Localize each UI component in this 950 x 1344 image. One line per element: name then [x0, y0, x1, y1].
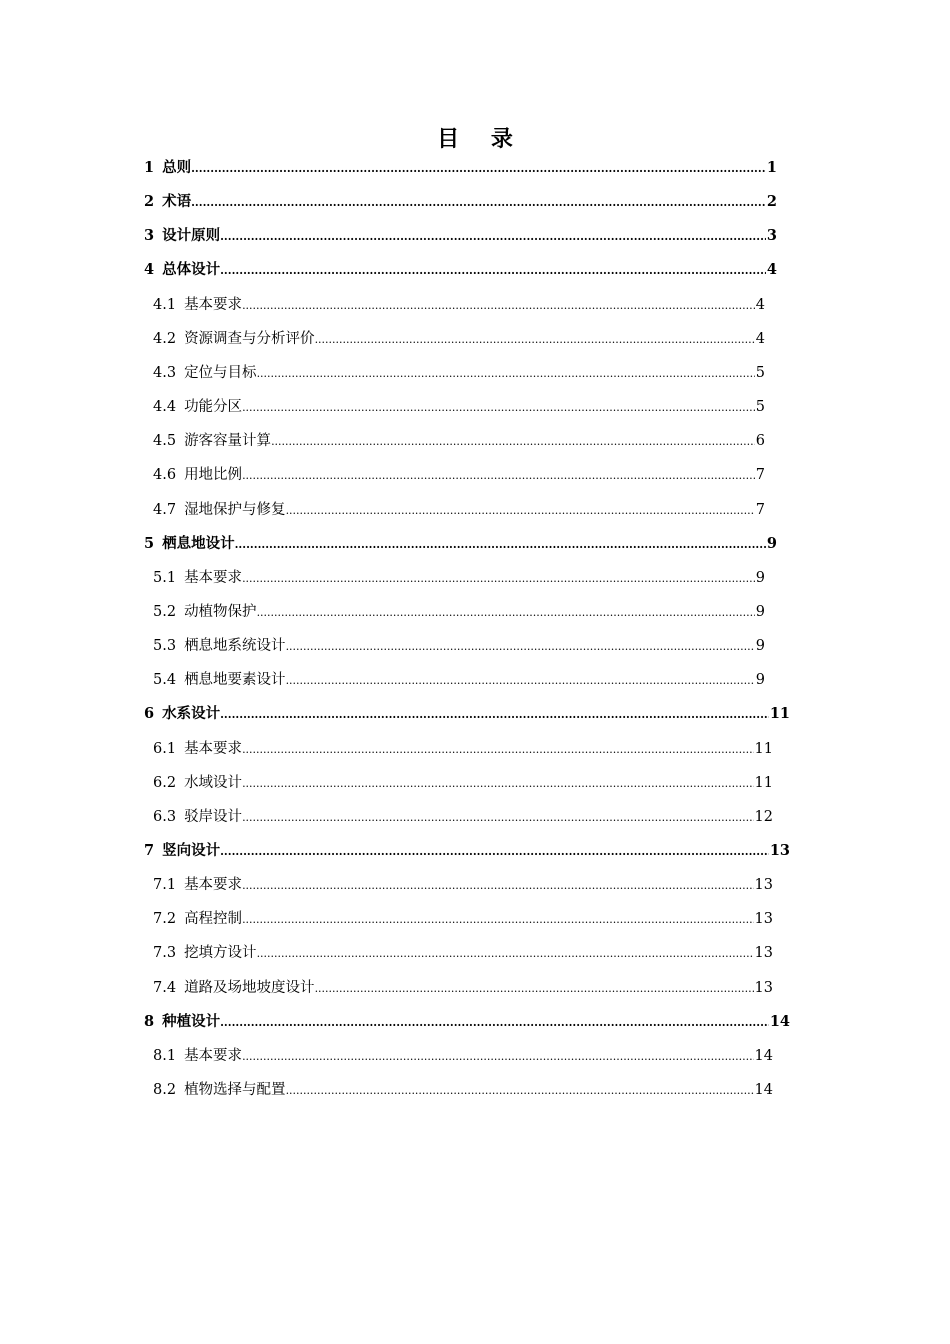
toc-entry[interactable] — [153, 874, 773, 896]
toc-dot-leader — [242, 773, 753, 795]
toc-entry[interactable] — [153, 464, 765, 486]
toc-entry-label: 道路及场地坡度设计 — [184, 979, 315, 996]
toc-entry[interactable] — [153, 977, 773, 999]
toc-entry-label: 基本要求 — [184, 1047, 243, 1064]
toc-dot-leader — [242, 568, 755, 590]
toc-entry[interactable] — [144, 191, 777, 213]
toc-entry-page: 13 — [769, 842, 790, 859]
toc-entry-number: 4.7 — [153, 501, 177, 518]
toc-entry-label: 设计原则 — [162, 227, 221, 245]
toc-entry-number: 4.4 — [153, 399, 177, 416]
toc-entry[interactable] — [153, 806, 773, 828]
toc-entry-label: 动植物保护 — [184, 603, 257, 620]
toc-entry[interactable] — [153, 328, 765, 350]
toc-dot-leader — [286, 670, 755, 692]
toc-entry-number: 8.1 — [153, 1047, 177, 1064]
toc-entry-label: 植物选择与配置 — [184, 1082, 286, 1099]
toc-entry-label: 总体设计 — [162, 261, 221, 279]
toc-entry-page: 7 — [755, 501, 765, 518]
toc-entry-label: 总则 — [162, 159, 192, 176]
toc-dot-leader — [286, 500, 755, 522]
toc-dot-leader — [242, 465, 755, 487]
toc-entry-number: 7 — [144, 842, 155, 859]
toc-entry-label: 水系设计 — [162, 705, 221, 723]
toc-entry-number: 7.1 — [153, 877, 177, 894]
toc-entry-number: 7.2 — [153, 911, 177, 928]
toc-dot-leader — [257, 363, 755, 385]
toc-entry-label: 术语 — [162, 193, 192, 211]
toc-dot-leader — [286, 1080, 754, 1102]
toc-entry-label: 驳岸设计 — [184, 808, 243, 825]
toc-entry-page: 1 — [766, 159, 777, 176]
toc-entry-page: 3 — [766, 227, 777, 245]
toc-dot-leader — [242, 909, 753, 931]
toc-entry-label: 湿地保护与修复 — [184, 501, 286, 518]
toc-entry-page: 9 — [766, 534, 777, 552]
toc-entry-number: 4.1 — [153, 296, 177, 313]
toc-dot-leader — [242, 1046, 753, 1068]
toc-entry[interactable] — [153, 738, 773, 760]
toc-entry[interactable] — [153, 567, 765, 589]
toc-entry-label: 栖息地系统设计 — [184, 638, 286, 655]
toc-entry[interactable] — [144, 259, 777, 281]
toc-dot-leader — [220, 704, 769, 726]
toc-entry-label: 基本要求 — [184, 740, 243, 757]
toc-entry-number: 5.3 — [153, 638, 177, 655]
toc-entry[interactable] — [153, 772, 773, 794]
toc-entry[interactable] — [144, 157, 777, 179]
toc-entry-label: 基本要求 — [184, 877, 243, 894]
toc-entry-page: 4 — [755, 330, 765, 347]
toc-dot-leader — [220, 841, 769, 863]
toc-entry-label: 定位与目标 — [184, 364, 257, 381]
toc-entry-number: 4.3 — [153, 364, 177, 381]
toc-entry[interactable] — [153, 1079, 773, 1101]
toc-entry-page: 5 — [755, 399, 765, 416]
page-title: 目 录 — [437, 126, 525, 152]
toc-entry[interactable] — [153, 635, 765, 657]
toc-entry[interactable] — [153, 294, 765, 316]
toc-entry-number: 5.1 — [153, 569, 177, 586]
toc-entry[interactable] — [153, 430, 765, 452]
toc-dot-leader — [191, 158, 766, 180]
toc-dot-leader — [271, 431, 755, 453]
toc-entry-number: 7.4 — [153, 979, 177, 996]
toc-entry[interactable] — [144, 533, 777, 555]
toc-entry-page: 9 — [755, 569, 765, 586]
toc-entry-label: 水域设计 — [184, 774, 243, 791]
toc-entry[interactable] — [153, 362, 765, 384]
toc-entry-number: 8 — [144, 1012, 155, 1030]
toc-entry-number: 4.5 — [153, 433, 177, 450]
toc-entry-number: 1 — [144, 159, 155, 176]
toc-entry-page: 5 — [755, 364, 765, 381]
toc-entry-label: 游客容量计算 — [184, 433, 272, 450]
toc-entry[interactable] — [144, 840, 790, 862]
toc-dot-leader — [242, 875, 753, 897]
toc-entry-number: 5.2 — [153, 603, 177, 620]
toc-dot-leader — [257, 602, 755, 624]
toc-entry-number: 7.3 — [153, 945, 177, 962]
toc-entry[interactable] — [153, 1045, 773, 1067]
toc-entry-page: 13 — [754, 911, 773, 928]
toc-entry-label: 基本要求 — [184, 569, 243, 586]
toc-entry-label: 栖息地要素设计 — [184, 672, 286, 689]
toc-entry[interactable] — [153, 396, 765, 418]
toc-entry-page: 9 — [755, 638, 765, 655]
toc-entry[interactable] — [144, 1011, 790, 1033]
toc-entry-label: 资源调查与分析评价 — [184, 330, 315, 347]
toc-entry-label: 用地比例 — [184, 467, 243, 484]
toc-entry-page: 4 — [766, 261, 777, 279]
toc-entry[interactable] — [153, 601, 765, 623]
toc-entry-page: 14 — [754, 1082, 773, 1099]
toc-entry-label: 基本要求 — [184, 296, 243, 313]
toc-entry-number: 2 — [144, 193, 155, 211]
toc-entry-number: 6 — [144, 705, 155, 723]
toc-entry[interactable] — [153, 942, 773, 964]
toc-entry-page: 13 — [754, 945, 773, 962]
toc-dot-leader — [191, 192, 766, 214]
toc-entry-page: 11 — [754, 740, 773, 757]
toc-entry-label: 竖向设计 — [162, 842, 221, 859]
toc-dot-leader — [242, 397, 755, 419]
toc-entry-page: 13 — [754, 979, 773, 996]
toc-entry[interactable] — [153, 669, 765, 691]
toc-entry-page: 14 — [754, 1047, 773, 1064]
toc-dot-leader — [242, 807, 753, 829]
toc-entry-number: 5 — [144, 534, 155, 552]
toc-entry-label: 挖填方设计 — [184, 945, 257, 962]
toc-dot-leader — [286, 636, 755, 658]
toc-entry[interactable] — [153, 499, 765, 521]
toc-entry-page: 4 — [755, 296, 765, 313]
toc-entry-number: 4.2 — [153, 330, 177, 347]
toc-entry-page: 9 — [755, 672, 765, 689]
toc-entry-number: 8.2 — [153, 1082, 177, 1099]
toc-entry-label: 功能分区 — [184, 399, 243, 416]
toc-entry-number: 6.3 — [153, 808, 177, 825]
toc-dot-leader — [220, 226, 766, 248]
toc-entry-page: 11 — [754, 774, 773, 791]
toc-entry-page: 7 — [755, 467, 765, 484]
toc-dot-leader — [220, 260, 766, 282]
toc-entry-number: 3 — [144, 227, 155, 245]
toc-entry-label: 高程控制 — [184, 911, 243, 928]
toc-entry-page: 9 — [755, 603, 765, 620]
toc-dot-leader — [315, 329, 755, 351]
toc-entry-number: 4 — [144, 261, 155, 279]
toc-dot-leader — [242, 295, 755, 317]
toc-dot-leader — [315, 978, 754, 1000]
toc-entry[interactable] — [153, 908, 773, 930]
toc-entry[interactable] — [144, 225, 777, 247]
toc-entry-label: 栖息地设计 — [162, 534, 235, 552]
toc-entry-number: 4.6 — [153, 467, 177, 484]
toc-entry-page: 12 — [754, 808, 773, 825]
toc-entry-page: 11 — [769, 705, 790, 723]
toc-dot-leader — [235, 534, 766, 556]
toc-dot-leader — [220, 1012, 769, 1034]
toc-entry-page: 6 — [755, 433, 765, 450]
toc-entry-label: 种植设计 — [162, 1012, 221, 1030]
toc-entry-number: 6.1 — [153, 740, 177, 757]
toc-entry-number: 5.4 — [153, 672, 177, 689]
toc-dot-leader — [242, 739, 753, 761]
toc-entry-page: 14 — [769, 1012, 790, 1030]
toc-entry[interactable] — [144, 703, 790, 725]
toc-dot-leader — [257, 943, 754, 965]
toc-entry-number: 6.2 — [153, 774, 177, 791]
toc-entry-page: 13 — [754, 877, 773, 894]
toc-entry-page: 2 — [766, 193, 777, 211]
